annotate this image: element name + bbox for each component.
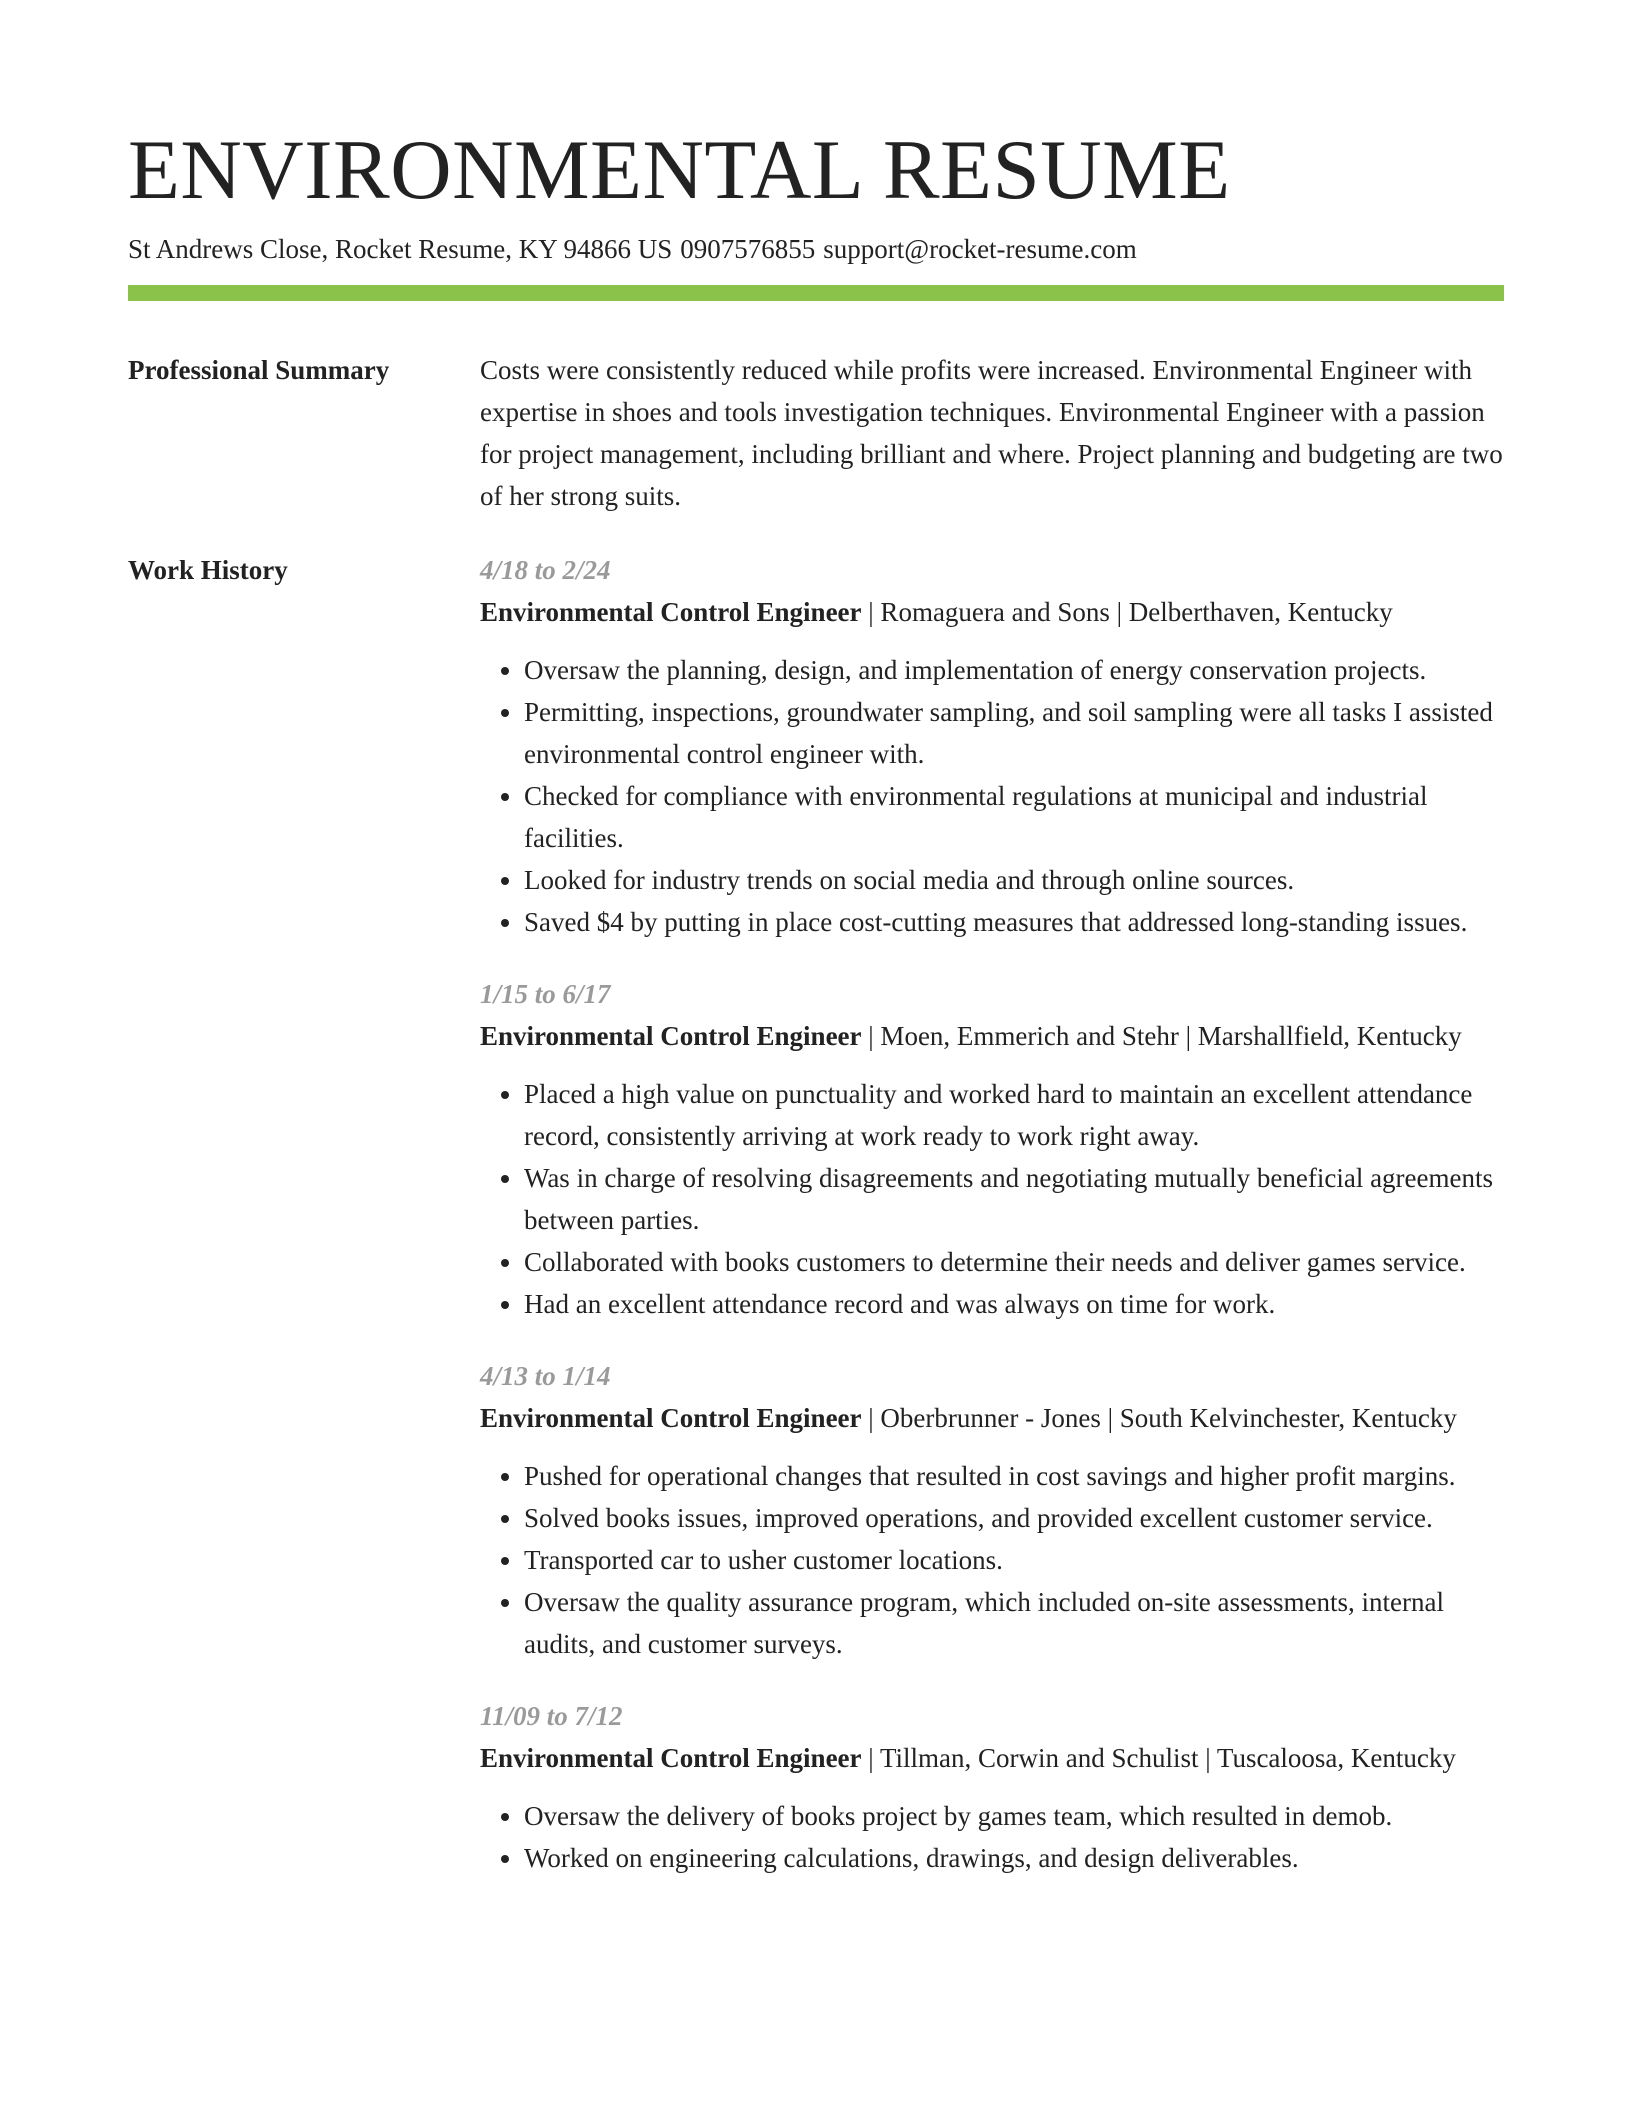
job-title: Environmental Control Engineer [480, 597, 862, 627]
job-heading [480, 1397, 1504, 1439]
job-bullet: • Placed a high value on punctuality and worked hard to maintain an excellent attendance record, consistently arriving at work ready to work right away. [524, 1073, 1504, 1157]
job-bullet: • Oversaw the quality assurance program, which included on-site assessments, internal audits, and customer surveys. [524, 1581, 1504, 1665]
job-bullet: • Collaborated with books customers to determine their needs and deliver games service. [524, 1241, 1504, 1283]
job-title: Environmental Control Engineer [480, 1021, 862, 1051]
job-bullet: • Saved $4 by putting in place cost-cutting measures that addressed long-standing issues. [524, 901, 1504, 943]
section-label-summary: Professional Summary [128, 355, 390, 385]
job-bullets [480, 1073, 1504, 1325]
job-bullet: • Checked for compliance with environmental regulations at municipal and industrial facilities. [524, 775, 1504, 859]
job-bullet: • Oversaw the planning, design, and implementation of energy conservation projects. [524, 649, 1504, 691]
job-bullets [480, 649, 1504, 943]
header-divider [128, 285, 1504, 301]
job-entry [480, 549, 1504, 943]
job-bullets [480, 1795, 1504, 1879]
job-bullet: • Worked on engineering calculations, drawings, and design deliverables. [524, 1837, 1504, 1879]
job-bullet: • Looked for industry trends on social media and through online sources. [524, 859, 1504, 901]
job-heading [480, 591, 1504, 633]
contact-phone: 0907576855 [680, 234, 816, 264]
job-bullets [480, 1455, 1504, 1665]
job-employer-location: | Moen, Emmerich and Stehr | Marshallfield, Kentucky [861, 1021, 1462, 1051]
job-employer-location: | Romaguera and Sons | Delberthaven, Kentucky [861, 597, 1393, 627]
resume-title: ENVIRONMENTAL RESUME [128, 123, 1231, 217]
job-title: Environmental Control Engineer [480, 1403, 862, 1433]
job-dates: 4/18 to 2/24 [480, 555, 611, 585]
job-dates: 11/09 to 7/12 [480, 1701, 623, 1731]
job-bullet: • Solved books issues, improved operations, and provided excellent customer service. [524, 1497, 1504, 1539]
job-employer-location: | Tillman, Corwin and Schulist | Tuscaloosa, Kentucky [861, 1743, 1456, 1773]
job-bullet: • Had an excellent attendance record and was always on time for work. [524, 1283, 1504, 1325]
job-bullet: • Transported car to usher customer locations. [524, 1539, 1504, 1581]
job-bullet: • Pushed for operational changes that resulted in cost savings and higher profit margins. [524, 1455, 1504, 1497]
job-bullet: • Was in charge of resolving disagreements and negotiating mutually beneficial agreements between parties. [524, 1157, 1504, 1241]
section-label-work-history: Work History [128, 555, 288, 585]
job-heading [480, 1737, 1504, 1779]
job-employer-location: | Oberbrunner - Jones | South Kelvinchester, Kentucky [861, 1403, 1457, 1433]
contact-address: St Andrews Close, Rocket Resume, KY 94866 US [128, 234, 673, 264]
job-entry [480, 1695, 1504, 1879]
job-entry [480, 973, 1504, 1325]
job-bullet: • Oversaw the delivery of books project by games team, which resulted in demob. [524, 1795, 1504, 1837]
job-dates: 1/15 to 6/17 [480, 979, 611, 1009]
job-dates: 4/13 to 1/14 [480, 1361, 611, 1391]
contact-email: support@rocket-resume.com [823, 234, 1137, 264]
work-history-list [480, 549, 1504, 1909]
job-title: Environmental Control Engineer [480, 1743, 862, 1773]
job-heading [480, 1015, 1504, 1057]
summary-body [480, 349, 1504, 517]
job-bullet: • Permitting, inspections, groundwater sampling, and soil sampling were all tasks I assisted environmental control engineer with. [524, 691, 1504, 775]
summary-text: Costs were consistently reduced while profits were increased. Environmental Engineer with expertise in shoes and tools investigation techniques. Environmental Engineer with a passion for project management, including brilliant and where. Project planning and budgeting are two of her strong suits. [480, 355, 1503, 511]
contact-line [128, 232, 1145, 266]
job-entry [480, 1355, 1504, 1665]
